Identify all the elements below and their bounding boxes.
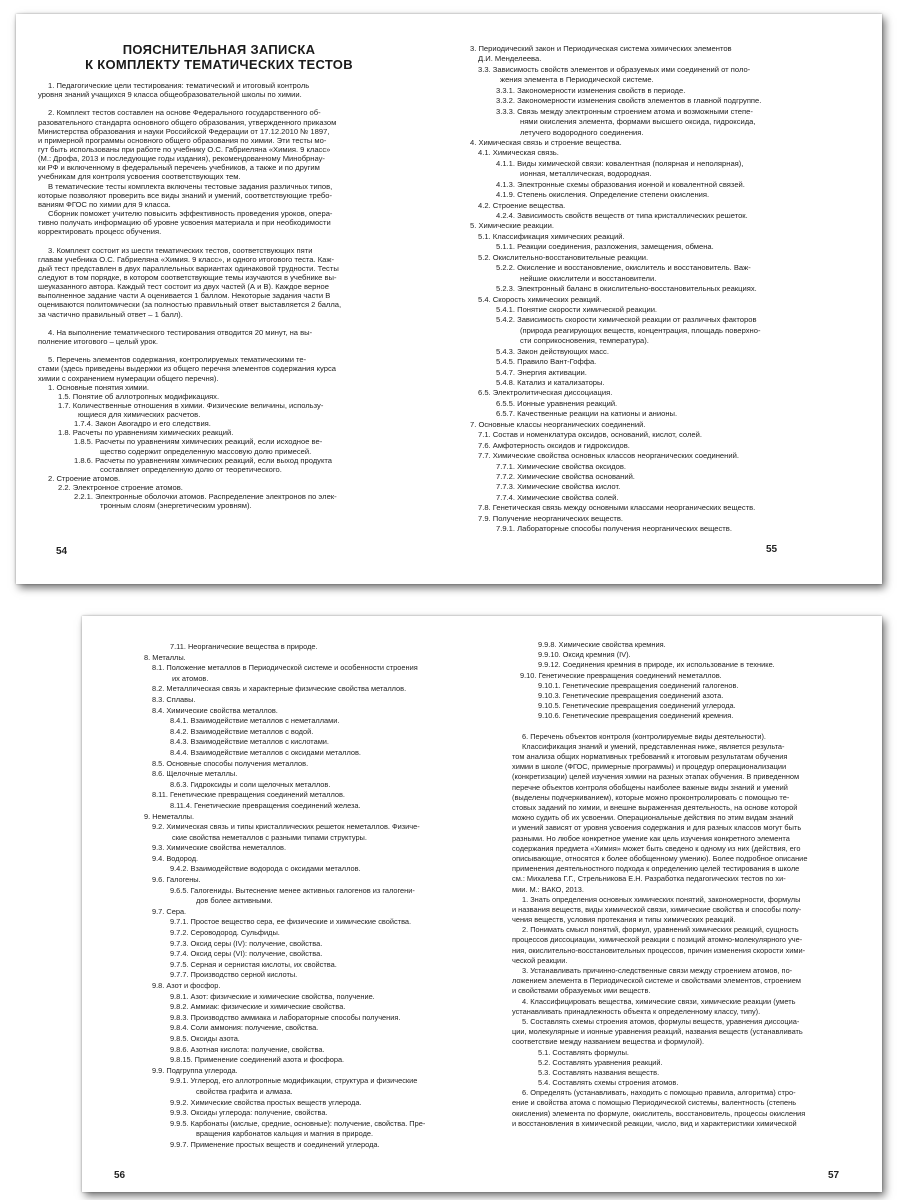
text-line: (М.: Дрофа, 2013 и последующие годы издания), рекомендованному Минобрнау-: [38, 154, 325, 164]
text-line: 4. На выполнение тематического тестирования отводится 20 минут, на вы-: [48, 327, 313, 337]
text-line: 8.4. Химические свойства металлов.: [152, 705, 278, 715]
text-line: нями окисления элемента, формами высшего оксида, гидроксида,: [520, 117, 756, 127]
text-line: 4. Классифицировать вещества, химические связи, химические реакции (уметь: [522, 996, 796, 1006]
text-line: 9.8.1. Азот: физические и химические свойства, получение.: [170, 991, 375, 1001]
text-line: составляет определенную долю от теоретического.: [100, 464, 282, 474]
text-line: описывающие, относятся к более обобщенному умению). Более подробное описание: [512, 853, 808, 863]
text-line: химии с сохранением нумерации общего перечня).: [38, 373, 219, 383]
text-line: нейшие окислители и восстановители.: [520, 273, 657, 283]
text-line: 3.3. Зависимость свойств элементов и образуемых ими соединений от поло-: [478, 64, 751, 74]
text-line: 4.1.1. Виды химической связи: ковалентная (полярная и неполярная),: [496, 158, 744, 168]
text-line: 7.9.1. Лабораторные способы получения неорганических веществ.: [496, 524, 732, 534]
text-line: вращения карбонатов кальция и магния в природе.: [196, 1129, 374, 1139]
text-line: можно судить об их усвоении. Операциональные действия по этим видам знаний: [512, 813, 794, 823]
text-line: 9.2. Химическая связь и типы кристаллических решеток неметаллов. Физиче-: [152, 822, 420, 832]
text-line: 9.9.12. Соединения кремния в природе, их использование в технике.: [538, 660, 775, 670]
text-line: 1.8.5. Расчеты по уравнениям химических реакций, если исходное ве-: [74, 437, 323, 447]
text-line: В тематические тесты комплекта включены тестовые задания различных типов,: [48, 181, 333, 191]
text-line: 9.9.2. Химические свойства простых веществ углерода.: [170, 1097, 362, 1107]
text-line: 8.6.3. Гидроксиды и соли щелочных металлов.: [170, 779, 331, 789]
text-line: (природа реагирующих веществ, концентрация, площадь поверхно-: [520, 325, 761, 335]
text-line: Классификация знаний и умений, представленная ниже, является результа-: [522, 741, 785, 751]
text-line: 9.9.3. Оксиды углерода: получение, свойства.: [170, 1108, 328, 1118]
text-line: следуют в том порядке, в котором соответствующие темы изучаются в учебнике вы-: [38, 272, 337, 282]
text-line: 1.7.4. Закон Авогадро и его следствия.: [74, 419, 211, 429]
text-line: 3.3.3. Связь между электронным строением атома и возможными степе-: [496, 106, 753, 116]
text-line: 5.2.2. Окисление и восстановление, окислитель и восстановитель. Важ-: [496, 263, 751, 273]
text-line: 5.4.8. Катализ и катализаторы.: [496, 378, 605, 387]
text-line: 7.1. Состав и номенклатура оксидов, оснований, кислот, солей.: [478, 430, 702, 440]
text-line: Сборник поможет учителю повысить эффективность проведения уроков, опера-: [48, 208, 333, 218]
text-line: 9.10.1. Генетические превращения соединений галогенов.: [538, 680, 739, 690]
page-55: [470, 44, 820, 544]
text-line: 1.7. Количественные отношения в химии. Физические величины, использу-: [58, 400, 324, 410]
text-line: Д.И. Менделеева.: [478, 54, 542, 64]
text-line: стовых заданий по химии, и внешне выраженная деятельность, на основе которой: [512, 803, 798, 812]
text-line: 4.1. Химическая связь.: [478, 148, 559, 158]
text-line: за частично правильный ответ – 1 балл).: [38, 309, 183, 319]
text-line: химии в школе (ФГОС, примерные программы) и процедур операционализации: [512, 762, 787, 772]
text-line: которые позволяют проверить все виды знаний и умений, соответствующие требо-: [38, 190, 333, 200]
text-line: 1.8. Расчеты по уравнениям химических реакций.: [58, 428, 234, 438]
text-line: (конкретизации) целей изучения химии на разных этапах обучения. В приведенном: [512, 772, 800, 782]
text-line: мии. М.: ВАКО, 2013.: [512, 884, 584, 894]
text-line: [38, 346, 400, 355]
text-line: 8.4.2. Взаимодействие металлов с водой.: [170, 726, 314, 736]
text-line: ческой реакции.: [512, 955, 568, 965]
text-line: 7. Основные классы неорганических соединений.: [470, 419, 646, 429]
text-line: 8.11. Генетические превращения соединений металлов.: [152, 790, 345, 800]
text-line: 1. Основные понятия химии.: [48, 382, 150, 392]
text-line: 8. Металлы.: [144, 652, 186, 662]
text-line: 8.6. Щелочные металлы.: [152, 769, 238, 779]
text-line: 7.8. Генетическая связь между основными классами неорганических веществ.: [478, 503, 756, 513]
text-line: 4. Химическая связь и строение вещества.: [470, 137, 622, 147]
page-number: 56: [114, 1170, 126, 1181]
text-line: ионная, металлическая, водородная.: [520, 169, 652, 179]
text-line: 5.4.1. Понятие скорости химической реакции.: [496, 304, 658, 314]
text-line: 9.9.5. Карбонаты (кислые, средние, основные): получение, свойства. Пре-: [170, 1118, 426, 1128]
text-body: [512, 640, 854, 1129]
text-line: 9.3. Химические свойства неметаллов.: [152, 843, 287, 853]
text-line: 9.8.6. Азотная кислота: получение, свойства.: [170, 1044, 325, 1054]
text-line: тивно получать информацию об уровне усвоения материала и при необходимости: [38, 218, 331, 228]
text-line: [38, 99, 400, 108]
text-line: 8.2. Металлическая связь и характерные физические свойства металлов.: [152, 684, 407, 694]
text-line: 4.2. Строение вещества.: [478, 200, 566, 210]
text-line: [512, 722, 854, 732]
text-line: 9.9.10. Оксид кремния (IV).: [538, 650, 631, 660]
text-line: 6. Перечень объектов контроля (контролируемые виды деятельности).: [522, 731, 766, 741]
text-line: ции, молекулярные и ионные уравнения реакций, названия веществ (устанавливать: [512, 1027, 803, 1037]
text-line: 9.7. Сера.: [152, 906, 187, 916]
text-line: учебникам для контроля усвоения соответствующих тем.: [38, 172, 241, 182]
text-line: 4.2.4. Зависимость свойств веществ от типа кристаллических решеток.: [496, 211, 748, 220]
text-line: 6. Определять (устанавливать, находить с помощью правила, алгоритма) стро-: [522, 1088, 796, 1098]
text-line: 7.7.1. Химические свойства оксидов.: [496, 461, 626, 471]
text-line: 5.1. Составлять формулы.: [538, 1047, 629, 1057]
text-line: 7.9. Получение неорганических веществ.: [478, 513, 624, 523]
text-line: полнение итогового – целый урок.: [38, 336, 158, 346]
page-number: 54: [56, 546, 68, 557]
text-line: и названия веществ, виды химической связи, химические свойства и способы полу-: [512, 904, 802, 914]
text-line: 5.4. Составлять схемы строения атомов.: [538, 1078, 679, 1088]
text-line: корректировать процесс обучения.: [38, 227, 162, 237]
text-line: 9.8.15. Применение соединений азота и фосфора.: [170, 1055, 345, 1065]
text-line: ния, окислительно-восстановительных процессов, причин изменения скорости хими-: [512, 945, 806, 955]
text-line: 7.7.2. Химические свойства оснований.: [496, 471, 635, 481]
text-line: соответствие между названием вещества и формулой).: [512, 1037, 705, 1047]
text-line: и примерной программы основного общего образования по химии. Эти тесты мо-: [38, 135, 327, 145]
text-line: и восстановления в химической реакции, число, вид и характеристики химической: [512, 1118, 797, 1128]
text-line: 5.3. Составлять названия веществ.: [538, 1067, 660, 1077]
text-line: 9.9.8. Химические свойства кремния.: [538, 640, 666, 649]
text-line: 9.7.1. Простое вещество сера, ее физические и химические свойства.: [170, 917, 412, 927]
text-line: 9.7.7. Производство серной кислоты.: [170, 970, 298, 980]
text-line: щество содержит определенную массовую долю примесей.: [100, 446, 312, 456]
text-line: 9.9. Подгруппа углерода.: [152, 1065, 238, 1075]
text-line: 9.7.3. Оксид серы (IV): получение, свойства.: [170, 938, 323, 948]
text-line: 9.8.3. Производство аммиака и лабораторные способы получения.: [170, 1012, 401, 1022]
text-line: 1. Знать определения основных химических понятий, закономерности, формулы: [522, 894, 801, 904]
text-line: 9. Неметаллы.: [144, 811, 195, 821]
text-line: выполненное задание части А оценивается 1 баллом. Некоторые задания части В: [38, 291, 331, 301]
text-line: 9.6.5. Галогениды. Вытеснение менее активных галогенов из галогени-: [170, 885, 415, 895]
text-line: 8.11.4. Генетические превращения соединений железа.: [170, 800, 361, 810]
text-line: 5.4.3. Закон действующих масс.: [496, 346, 609, 356]
text-line: 7.7.3. Химические свойства кислот.: [496, 482, 621, 492]
text-line: 5. Составлять схемы строения атомов, формулы веществ, уравнения диссоциа-: [522, 1016, 800, 1026]
text-line: 8.4.4. Взаимодействие металлов с оксидами металлов.: [170, 747, 361, 757]
text-line: 7.11. Неорганические вещества в природе.: [170, 642, 318, 651]
text-line: 6.5.5. Ионные уравнения реакций.: [496, 398, 618, 408]
text-line: 3.3.1. Закономерности изменения свойств в периоде.: [496, 85, 686, 95]
text-line: 2.2. Электронное строение атомов.: [58, 483, 183, 493]
text-line: 2. Понимать смысл понятий, формул, уравнений химических реакций, сущность: [522, 925, 799, 935]
text-line: 3. Комплект состоит из шести тематических тестов, соответствующих пяти: [48, 245, 313, 255]
text-line: ваниям ФГОС по химии для 9 класса.: [38, 199, 171, 209]
text-line: [38, 236, 400, 245]
text-line: 7.6. Амфотерность оксидов и гидроксидов.: [478, 440, 630, 450]
book-spread-top: [16, 14, 882, 584]
text-line: 9.7.2. Сероводород. Сульфиды.: [170, 928, 280, 938]
text-line: 1. Педагогические цели тестирования: тематический и итоговый контроль: [48, 81, 310, 90]
text-line: 9.8. Азот и фосфор.: [152, 981, 221, 990]
text-line: сти соприкосновения, температура).: [520, 336, 649, 346]
text-line: главам учебника О.С. Габриеляна «Химия. 9 класс», и одного итогового теста. Каж-: [38, 254, 334, 264]
text-line: 5.2.3. Электронный баланс в окислительно-восстановительных реакциях.: [496, 284, 757, 294]
text-line: дов более активными.: [196, 896, 273, 906]
text-line: ложением элемента в Периодической системе и свойствами элементов, строением: [512, 976, 801, 986]
title-line-2: К КОМПЛЕКТУ ТЕМАТИЧЕСКИХ ТЕСТОВ: [85, 57, 353, 72]
text-line: 7.7.4. Химические свойства солей.: [496, 492, 619, 502]
text-line: 2.2.1. Электронные оболочки атомов. Распределение электронов по элек-: [74, 492, 337, 502]
text-line: разными. Но любое конкретное умение как цель изучения конкретного элемента: [512, 833, 790, 843]
book-spread-bottom: [82, 616, 882, 1192]
text-line: 9.8.2. Аммиак: физические и химические свойства.: [170, 1002, 346, 1012]
text-line: Министерства образования и науки Российской Федерации от 17.12.2010 № 1897,: [38, 126, 330, 136]
text-line: жения элемента в Периодической системе.: [500, 75, 654, 85]
text-line: чения веществ, условия протекания и типы химических реакций.: [512, 915, 736, 925]
text-line: 8.5. Основные способы получения металлов.: [152, 758, 309, 768]
text-line: их атомов.: [172, 673, 209, 683]
text-line: окисления) элемента по формуле, окислитель, восстановитель, процессы окисления: [512, 1108, 806, 1118]
text-line: 1.5. Понятие об аллотропных модификациях.: [58, 391, 220, 401]
text-line: 9.8.5. Оксиды азота.: [170, 1033, 240, 1043]
title-line-1: ПОЯСНИТЕЛЬНАЯ ЗАПИСКА: [122, 42, 316, 57]
text-body: [38, 81, 400, 511]
text-line: 2. Строение атомов.: [48, 474, 121, 484]
text-line: и умений зависят от уровня усвоения содержания и для разных классов могут быть: [512, 823, 802, 833]
text-line: 5.2. Окислительно-восстановительные реакции.: [478, 252, 649, 262]
text-line: 4.1.9. Степень окисления. Определение степени окисления.: [496, 190, 710, 200]
text-line: дый тест представлен в двух параллельных вариантах одинаковой трудности. Тесты: [38, 263, 339, 273]
text-line: [38, 319, 400, 328]
text-line: 1.8.6. Расчеты по уравнениям химических реакций, если выход продукта: [74, 455, 333, 465]
text-line: 5.2. Составлять уравнения реакций.: [538, 1057, 663, 1067]
text-line: 5.4. Скорость химических реакций.: [478, 294, 602, 304]
text-line: 9.10. Генетические превращения соединений неметаллов.: [520, 670, 722, 680]
text-line: содержания предмета «Химия» может быть сведено к одному из них (действия, его: [512, 843, 801, 853]
text-line: 9.10.5. Генетические превращения соединений углерода.: [538, 701, 736, 711]
page-title: [38, 42, 400, 72]
text-line: летучего водородного соединения.: [520, 127, 644, 137]
text-line: гут быть использованы при работе по учебнику О.С. Габриеляна «Химия. 9 класс»: [38, 144, 331, 154]
text-line: 9.4.2. Взаимодействие водорода с оксидами металлов.: [170, 864, 361, 874]
text-line: оцениваются политомически (за полностью правильный ответ выставляется 2 балла,: [38, 300, 342, 310]
text-line: 8.4.3. Взаимодействие металлов с кислотами.: [170, 737, 329, 747]
page-number: 57: [828, 1170, 840, 1181]
text-line: процессов диссоциации, химической реакции с позиций атомно-молекулярного уче-: [512, 935, 803, 945]
text-line: свойства графита и алмаза.: [196, 1086, 293, 1096]
text-line: 9.10.6. Генетические превращения соединений кремния.: [538, 711, 734, 721]
text-line: 8.4.1. Взаимодействие металлов с неметаллами.: [170, 716, 340, 726]
text-line: (выделены подчеркиванием), которые можно проконтролировать с помощью те-: [512, 792, 790, 802]
text-line: 9.6. Галогены.: [152, 875, 201, 885]
text-line: 8.1. Положение металлов в Периодической системе и особенности строения: [152, 663, 418, 673]
text-line: 5. Перечень элементов содержания, контролируемых тематическими те-: [48, 355, 307, 365]
text-line: уровня знаний учащихся 9 класса общеобразовательной школы по химии.: [38, 90, 302, 100]
text-line: 7.7. Химические свойства основных классов неорганических соединений.: [478, 451, 739, 461]
text-line: 9.7.5. Серная и сернистая кислоты, их свойства.: [170, 959, 337, 969]
text-line: том анализа общих нормативных требований к итоговым результатам обучения: [512, 752, 788, 762]
text-line: 9.7.4. Оксид серы (VI): получение, свойства.: [170, 949, 323, 959]
text-line: 6.5. Электролитическая диссоциация.: [478, 388, 613, 398]
text-line: шеуказанного автора. Каждый тест состоит из двух частей (А и В). Каждое верное: [38, 282, 329, 292]
text-line: 9.8.4. Соли аммония: получение, свойства.: [170, 1023, 319, 1033]
text-line: ение и свойства атома с помощью Периодической системы, валентность (степень: [512, 1098, 797, 1108]
text-line: 8.3. Сплавы.: [152, 694, 196, 704]
text-line: 5.1.1. Реакции соединения, разложения, замещения, обмена.: [496, 242, 714, 252]
text-line: перечне объектов контроля обобщены наиболее важные виды знаний и умений: [512, 782, 788, 792]
text-line: 9.10.3. Генетические превращения соединений азота.: [538, 690, 724, 700]
text-line: 9.9.1. Углерод, его аллотропные модификации, структура и физические: [170, 1076, 418, 1086]
text-line: 6.5.7. Качественные реакции на катионы и анионы.: [496, 409, 678, 419]
page-54: [38, 42, 400, 572]
text-line: 3. Устанавливать причинно-следственные связи между строением атомов, по-: [522, 966, 793, 975]
text-line: ские свойства неметаллов с разными типами структуры.: [172, 832, 367, 842]
text-line: 5.4.5. Правило Вант-Гоффа.: [496, 357, 597, 367]
text-line: 2. Комплект тестов составлен на основе Федерального государственного об-: [48, 108, 321, 118]
text-line: 5.4.2. Зависимость скорости химической реакции от различных факторов: [496, 315, 757, 325]
text-line: стами (здесь приведены выдержки из общего перечня элементов содержания курса: [38, 364, 336, 374]
text-line: 4.1.3. Электронные схемы образования ионной и ковалентной связей.: [496, 179, 745, 189]
text-line: 3. Периодический закон и Периодическая система химических элементов: [470, 44, 732, 53]
page-57: [512, 640, 854, 1180]
page-56: [144, 642, 474, 1162]
text-line: 9.9.7. Применение простых веществ и соединений углерода.: [170, 1139, 380, 1149]
text-line: применения деятельностного подхода к определению целей тестирования в школе: [512, 864, 800, 874]
text-body: [470, 44, 820, 535]
text-line: 5. Химические реакции.: [470, 221, 555, 231]
text-line: ющиеся для химических расчетов.: [78, 410, 201, 420]
text-line: и свойствами образуемых ими веществ.: [512, 986, 651, 996]
text-line: 9.4. Водород.: [152, 853, 199, 863]
text-line: разовательного стандарта основного общего образования, утвержденного приказом: [38, 117, 337, 127]
text-line: 5.4.7. Энергия активации.: [496, 367, 587, 377]
text-body: [144, 642, 474, 1151]
text-line: 5.1. Классификация химических реакций.: [478, 231, 625, 241]
text-line: см.: Михалева Г.Г., Стрельникова Е.Н. Разработка педагогических тестов по хи-: [512, 874, 786, 884]
page-number: 55: [766, 544, 778, 555]
text-line: тронным слоям (энергетическим уровням).: [100, 501, 252, 511]
text-line: устанавливать принадлежность объекта к определенному классу, типу).: [512, 1006, 761, 1016]
text-line: ки РФ и включенному в федеральный перечень учебников, а также и по другим: [38, 163, 320, 173]
text-line: 3.3.2. Закономерности изменения свойств элементов в главной подгруппе.: [496, 96, 762, 106]
